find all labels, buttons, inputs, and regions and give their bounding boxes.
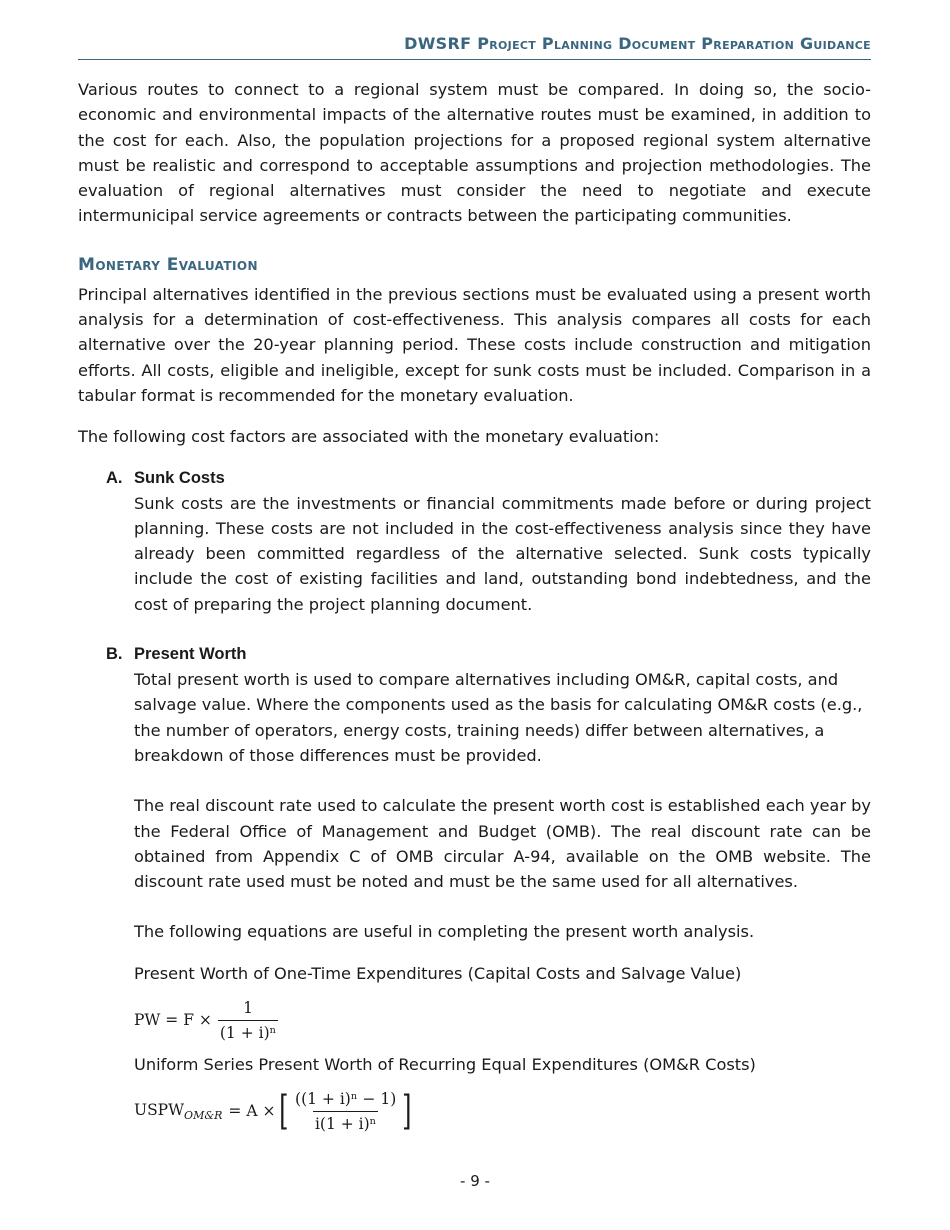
list-item-paragraph: The real discount rate used to calculate the present worth cost is established each year by the Federal Office of Management and Budget (OMB). The real discount rate can be obtained from Appendix C of OMB circular A-94, available on the OMB website. The discount rate used must be noted and must be the same used for all alternatives. <box>134 796 871 892</box>
list-item-paragraph: The following equations are useful in completing the present worth analysis. <box>134 922 755 942</box>
cost-factors-intro: The following cost factors are associated with the monetary evaluation: <box>78 427 660 447</box>
page-header: DWSRF Project Planning Document Preparation Guidance <box>78 34 871 60</box>
fraction-denominator: (1 + i)ⁿ <box>218 1020 278 1043</box>
formula-uspw <box>134 1087 871 1135</box>
list-item-present-worth <box>78 642 871 1135</box>
formula-lhs: $USPW_{OM\&R}$ <box>134 1100 223 1122</box>
list-item-title: Sunk Costs <box>134 468 225 487</box>
formula-fraction <box>218 998 278 1043</box>
list-letter: A. <box>106 468 123 487</box>
document-body <box>78 77 871 1143</box>
section-heading: Monetary Evaluation <box>78 254 258 275</box>
formula-label-uspw: Uniform Series Present Worth of Recurring Equal Expenditures (OM&R Costs) <box>134 1055 756 1075</box>
intro-paragraph: Various routes to connect to a regional system must be compared. In doing so, the socio-economic and environmental impacts of the alternative routes must be examined, in addition to the cost for each. Also, the population projections for a proposed regional system alternative must be realistic and correspond to acceptable assumptions and projection methodologies. The evaluation of regional alternatives must consider the need to negotiate and execute intermunicipal service agreements or contracts between the participating communities. <box>78 80 871 226</box>
formula-lhs: PW = F × <box>134 1011 212 1030</box>
fraction-numerator: 1 <box>243 998 254 1017</box>
right-bracket: ] <box>402 1088 412 1135</box>
monetary-paragraph: Principal alternatives identified in the previous sections must be evaluated using a present worth analysis for a determination of cost-effectiveness. This analysis compares all costs for each alternative over the 20-year planning period. These costs include construction and mitigation efforts. All costs, eligible and ineligible, except for sunk costs must be included. Comparison in a tabular format is recommended for the monetary evaluation. <box>78 284 871 405</box>
fraction-numerator: ((1 + i)ⁿ − 1) <box>295 1089 397 1108</box>
list-item-paragraph: Total present worth is used to compare alternatives including OM&R, capital costs, and salvage value. Where the components used as the basis for calculating OM&R costs (e.g., the number of operators, energy costs, training needs) differ between alternatives, a breakdown of those differences must be provided. <box>134 670 863 765</box>
left-bracket: [ <box>279 1088 289 1135</box>
formula-pw <box>134 996 871 1044</box>
list-item-paragraph: Sunk costs are the investments or financial commitments made before or during project planning. These costs are not included in the cost-effectiveness analysis since they have already been committed regardless of the alternative selected. Sunk costs typically include the cost of existing facilities and land, outstanding bond indebtedness, and the cost of preparing the project planning document. <box>134 493 871 614</box>
list-letter: B. <box>106 645 123 664</box>
list-item-title: Present Worth <box>134 645 247 664</box>
formula-label-pw: Present Worth of One-Time Expenditures (Capital Costs and Salvage Value) <box>134 963 742 983</box>
list-item-sunk-costs <box>78 466 871 617</box>
fraction-denominator: i(1 + i)ⁿ <box>313 1111 378 1134</box>
page-number: - 9 - <box>460 1172 490 1190</box>
formula-equals: = A × <box>228 1102 276 1121</box>
formula-fraction <box>293 1089 398 1134</box>
